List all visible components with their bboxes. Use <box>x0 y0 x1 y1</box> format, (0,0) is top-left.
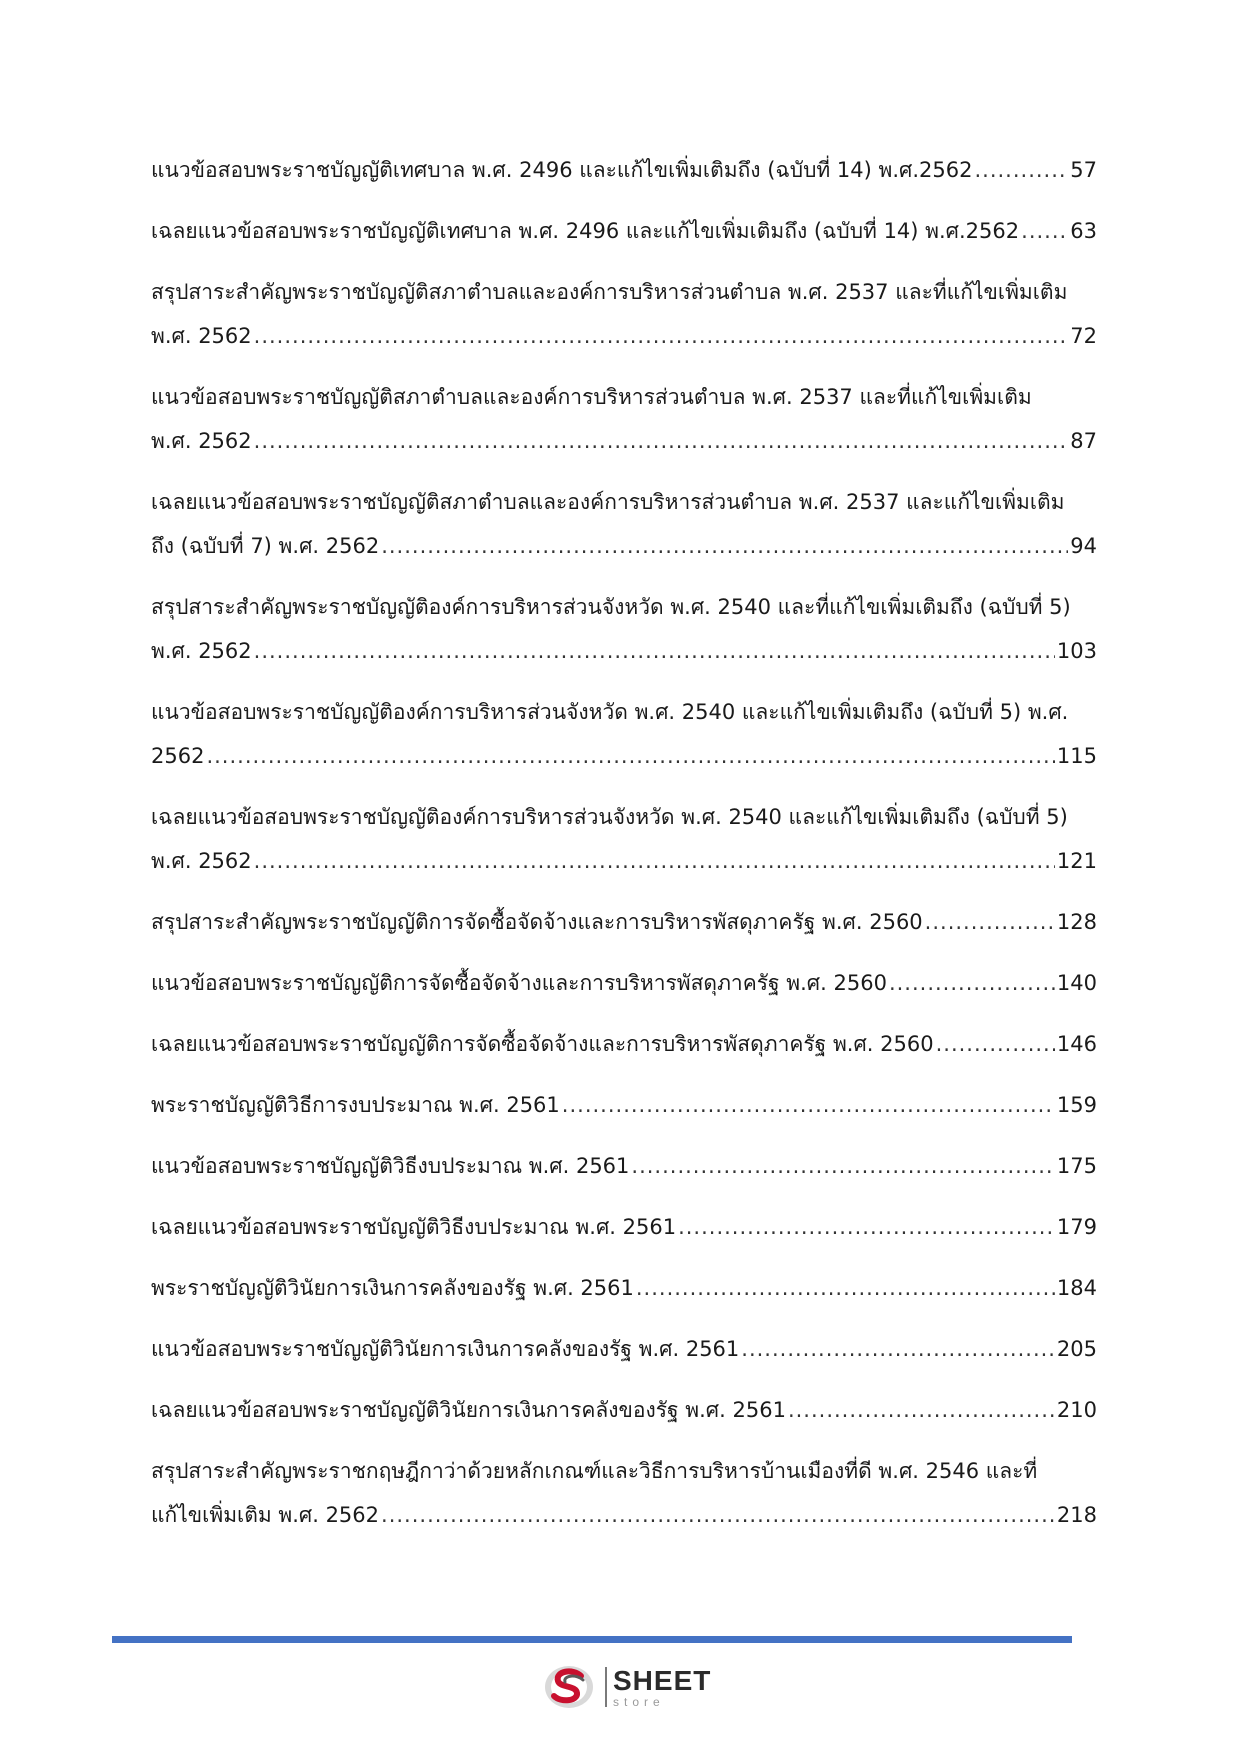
toc-page-number: 57 <box>1070 158 1097 182</box>
toc-dot-leader <box>1021 209 1068 253</box>
toc-entry-line <box>151 209 1097 253</box>
toc-entry-title: สรุปสาระสำคัญพระราชกฤษฎีกาว่าด้วยหลักเกณฑ์และวิธีการบริหารบ้านเมืองที่ดี พ.ศ. 2546 และที่ <box>151 1459 1038 1483</box>
toc-entry-title: พ.ศ. 2562 <box>151 324 252 348</box>
toc-entry-line <box>151 524 1097 568</box>
toc-dot-leader <box>741 1327 1055 1371</box>
logo-main-text: SHEET <box>613 1664 712 1696</box>
toc-entry-line <box>151 1388 1097 1432</box>
toc-entry-line <box>151 734 1097 778</box>
toc-entry-title: เฉลยแนวข้อสอบพระราชบัญญัติการจัดซื้อจัดจ้างและการบริหารพัสดุภาครัฐ พ.ศ. 2560 <box>151 1032 934 1056</box>
toc-entry-title: แนวข้อสอบพระราชบัญญัติวินัยการเงินการคลังของรัฐ พ.ศ. 2561 <box>151 1337 740 1361</box>
toc-entry-line <box>151 961 1097 1005</box>
toc-entry <box>151 375 1097 463</box>
toc-entry <box>151 480 1097 568</box>
toc-dot-leader <box>631 1144 1055 1188</box>
toc-entry <box>151 1327 1097 1371</box>
toc-entry <box>151 1144 1097 1188</box>
toc-entry-line <box>151 839 1097 883</box>
toc-entry <box>151 900 1097 944</box>
toc-entry-title: เฉลยแนวข้อสอบพระราชบัญญัติวิธีงบประมาณ พ.ศ. 2561 <box>151 1215 677 1239</box>
toc-entry <box>151 1083 1097 1127</box>
toc-entry-title: เฉลยแนวข้อสอบพระราชบัญญัติเทศบาล พ.ศ. 2496 และแก้ไขเพิ่มเติมถึง (ฉบับที่ 14) พ.ศ.2562 <box>151 219 1020 243</box>
toc-dot-leader <box>889 961 1055 1005</box>
toc-page-number: 205 <box>1056 1337 1097 1361</box>
toc-dot-leader <box>925 900 1055 944</box>
toc-entry <box>151 270 1097 358</box>
toc-entry <box>151 1022 1097 1066</box>
sheet-store-s-logo-icon <box>543 1662 599 1712</box>
toc-page-number: 210 <box>1056 1398 1097 1422</box>
toc-dot-leader <box>381 1493 1055 1537</box>
toc-entry-title: สรุปสาระสำคัญพระราชบัญญัติองค์การบริหารส่วนจังหวัด พ.ศ. 2540 และที่แก้ไขเพิ่มเติมถึง (ฉบับที่ 5) <box>151 595 1071 619</box>
toc-entry-title: แนวข้อสอบพระราชบัญญัติวิธีงบประมาณ พ.ศ. 2561 <box>151 1154 630 1178</box>
toc-page-number: 146 <box>1056 1032 1097 1056</box>
logo-sub-text: store <box>613 1694 665 1709</box>
toc-entry-line <box>151 270 1097 314</box>
logo-text <box>613 1664 712 1709</box>
toc-entry-line <box>151 690 1097 734</box>
toc-dot-leader <box>254 419 1069 463</box>
toc-dot-leader <box>254 314 1069 358</box>
toc-dot-leader <box>936 1022 1055 1066</box>
toc-page-number: 175 <box>1056 1154 1097 1178</box>
toc-entry-line <box>151 585 1097 629</box>
toc-entry-title: พ.ศ. 2562 <box>151 849 252 873</box>
toc-entry-title: เฉลยแนวข้อสอบพระราชบัญญัติสภาตำบลและองค์การบริหารส่วนตำบล พ.ศ. 2537 และแก้ไขเพิ่มเติม <box>151 490 1065 514</box>
toc-entry-line <box>151 419 1097 463</box>
toc-entry-title: พ.ศ. 2562 <box>151 429 252 453</box>
toc-entry-line <box>151 629 1097 673</box>
toc-entry <box>151 690 1097 778</box>
toc-entry <box>151 1205 1097 1249</box>
toc-page-number: 184 <box>1056 1276 1097 1300</box>
toc-entry-title: พระราชบัญญัติวิธีการงบประมาณ พ.ศ. 2561 <box>151 1093 560 1117</box>
toc-entry-line <box>151 1493 1097 1537</box>
toc-entry <box>151 795 1097 883</box>
toc-entry-line <box>151 1327 1097 1371</box>
toc-page-number: 115 <box>1056 744 1097 768</box>
toc-page-number: 159 <box>1056 1093 1097 1117</box>
toc-page-number: 128 <box>1056 910 1097 934</box>
toc-entry-title: พระราชบัญญัติวินัยการเงินการคลังของรัฐ พ.ศ. 2561 <box>151 1276 634 1300</box>
toc-entry <box>151 1266 1097 1310</box>
toc-dot-leader <box>254 629 1055 673</box>
toc-entry-title: เฉลยแนวข้อสอบพระราชบัญญัติวินัยการเงินการคลังของรัฐ พ.ศ. 2561 <box>151 1398 786 1422</box>
toc-entry-title: ถึง (ฉบับที่ 7) พ.ศ. 2562 <box>151 534 380 558</box>
toc-entry-line <box>151 1022 1097 1066</box>
toc-page-number: 72 <box>1070 324 1097 348</box>
toc-dot-leader <box>206 734 1054 778</box>
toc-entry-line <box>151 1144 1097 1188</box>
toc-dot-leader <box>254 839 1055 883</box>
toc-dot-leader <box>381 524 1068 568</box>
toc-dot-leader <box>788 1388 1055 1432</box>
table-of-contents <box>151 148 1097 1554</box>
toc-entry-line <box>151 795 1097 839</box>
logo-divider <box>605 1667 607 1707</box>
toc-entry-title: แก้ไขเพิ่มเติม พ.ศ. 2562 <box>151 1503 380 1527</box>
toc-dot-leader <box>636 1266 1055 1310</box>
toc-entry <box>151 209 1097 253</box>
toc-entry-title: เฉลยแนวข้อสอบพระราชบัญญัติองค์การบริหารส่วนจังหวัด พ.ศ. 2540 และแก้ไขเพิ่มเติมถึง (ฉบับที่ 5) <box>151 805 1068 829</box>
toc-dot-leader <box>562 1083 1055 1127</box>
toc-entry <box>151 961 1097 1005</box>
toc-entry-line <box>151 375 1097 419</box>
toc-entry-line <box>151 900 1097 944</box>
toc-entry-line <box>151 314 1097 358</box>
footer-divider <box>112 1636 1072 1643</box>
sheet-store-logo <box>543 1662 713 1712</box>
toc-entry-line <box>151 1205 1097 1249</box>
toc-entry-title: สรุปสาระสำคัญพระราชบัญญัติการจัดซื้อจัดจ้างและการบริหารพัสดุภาครัฐ พ.ศ. 2560 <box>151 910 923 934</box>
toc-page-number: 63 <box>1070 219 1097 243</box>
toc-entry-line <box>151 1449 1097 1493</box>
toc-page-number: 94 <box>1070 534 1097 558</box>
toc-entry-title: แนวข้อสอบพระราชบัญญัติเทศบาล พ.ศ. 2496 และแก้ไขเพิ่มเติมถึง (ฉบับที่ 14) พ.ศ.2562 <box>151 158 973 182</box>
toc-page-number: 103 <box>1056 639 1097 663</box>
toc-entry <box>151 585 1097 673</box>
toc-dot-leader <box>974 148 1068 192</box>
toc-page-number: 218 <box>1056 1503 1097 1527</box>
toc-entry <box>151 1388 1097 1432</box>
toc-page-number: 179 <box>1056 1215 1097 1239</box>
toc-entry <box>151 148 1097 192</box>
toc-page-number: 140 <box>1056 971 1097 995</box>
toc-entry-title: แนวข้อสอบพระราชบัญญัติองค์การบริหารส่วนจังหวัด พ.ศ. 2540 และแก้ไขเพิ่มเติมถึง (ฉบับที่ 5) พ.ศ. <box>151 700 1069 724</box>
toc-entry-title: 2562 <box>151 744 205 768</box>
toc-entry-line <box>151 480 1097 524</box>
toc-entry-title: แนวข้อสอบพระราชบัญญัติการจัดซื้อจัดจ้างและการบริหารพัสดุภาครัฐ พ.ศ. 2560 <box>151 971 887 995</box>
toc-entry-line <box>151 1083 1097 1127</box>
toc-entry <box>151 1449 1097 1537</box>
toc-entry-line <box>151 1266 1097 1310</box>
toc-dot-leader <box>678 1205 1055 1249</box>
toc-entry-title: พ.ศ. 2562 <box>151 639 252 663</box>
toc-page-number: 121 <box>1056 849 1097 873</box>
toc-entry-title: สรุปสาระสำคัญพระราชบัญญัติสภาตำบลและองค์การบริหารส่วนตำบล พ.ศ. 2537 และที่แก้ไขเพิ่มเติม <box>151 280 1068 304</box>
toc-entry-title: แนวข้อสอบพระราชบัญญัติสภาตำบลและองค์การบริหารส่วนตำบล พ.ศ. 2537 และที่แก้ไขเพิ่มเติม <box>151 385 1032 409</box>
toc-page-number: 87 <box>1070 429 1097 453</box>
toc-entry-line <box>151 148 1097 192</box>
